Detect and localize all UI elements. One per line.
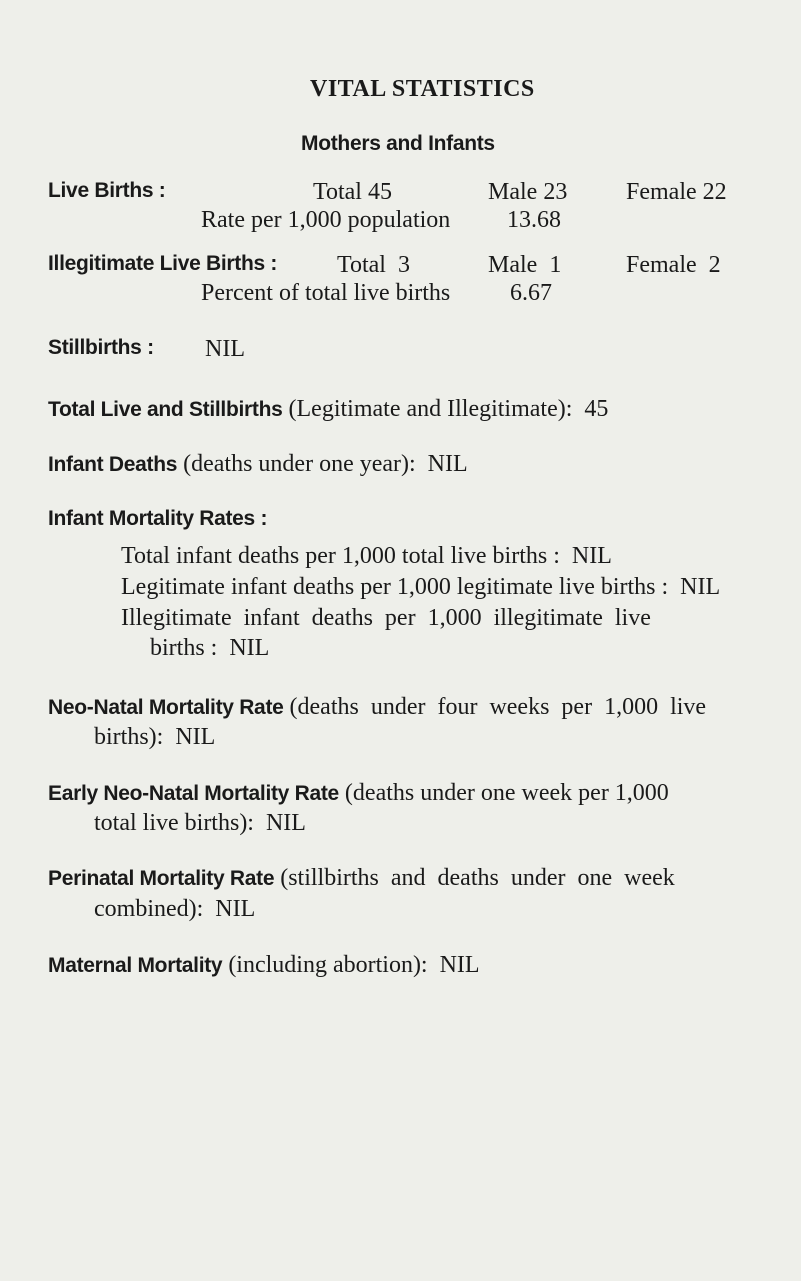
neo-natal-label: Neo-Natal Mortality Rate [48,696,284,719]
early-neo-natal-line1 [48,781,669,805]
stillbirths-label: Stillbirths : [48,336,154,359]
stillbirths-value: NIL [205,336,245,362]
live-births-male: Male 23 [488,179,568,205]
illegitimate-births-male: Male 1 [488,252,562,278]
live-births-female: Female 22 [626,179,727,205]
infant-mortality-label: Infant Mortality Rates : [48,507,268,530]
total-live-stillbirths [48,397,608,421]
illegitimate-pct-label: Percent of total live births [201,280,451,306]
illegitimate-births-total: Total 3 [337,252,410,278]
maternal-mortality-label: Maternal Mortality [48,954,223,977]
perinatal-text1: (stillbirths and deaths under one week [280,865,675,891]
infant-deaths [48,452,468,476]
perinatal-line1 [48,866,675,890]
perinatal-line2: combined): NIL [94,896,256,922]
live-births-total: Total 45 [313,179,392,205]
total-live-stillbirths-label: Total Live and Stillbirths [48,398,283,421]
infant-deaths-label: Infant Deaths [48,453,178,476]
illegitimate-births-female: Female 2 [626,252,721,278]
infant-mortality-line3: Illegitimate infant deaths per 1,000 illegitimate live [121,605,651,631]
live-births-rate-label: Rate per 1,000 population [201,207,451,233]
early-neo-natal-text1: (deaths under one week per 1,000 [344,780,669,806]
infant-mortality-line2: Legitimate infant deaths per 1,000 legitimate live births : NIL [121,574,721,600]
infant-mortality-line1: Total infant deaths per 1,000 total live births : NIL [121,543,612,569]
live-births-rate-value: 13.68 [507,207,561,233]
neo-natal-line2: births): NIL [94,724,216,750]
maternal-mortality [48,953,480,977]
infant-mortality-line4: births : NIL [150,635,270,661]
neo-natal-text1: (deaths under four weeks per 1,000 live [289,694,707,720]
infant-deaths-text: (deaths under one year): NIL [183,451,468,477]
illegitimate-pct-value: 6.67 [510,280,552,306]
neo-natal-line1 [48,695,706,719]
illegitimate-births-label: Illegitimate Live Births : [48,252,278,275]
live-births-label: Live Births : [48,179,166,202]
early-neo-natal-label: Early Neo-Natal Mortality Rate [48,782,339,805]
maternal-mortality-text: (including abortion): NIL [228,952,480,978]
perinatal-label: Perinatal Mortality Rate [48,867,275,890]
section-title: Mothers and Infants [301,132,495,155]
page-title: VITAL STATISTICS [310,76,535,102]
early-neo-natal-line2: total live births): NIL [94,810,306,836]
total-live-stillbirths-text: (Legitimate and Illegitimate): 45 [288,396,609,422]
